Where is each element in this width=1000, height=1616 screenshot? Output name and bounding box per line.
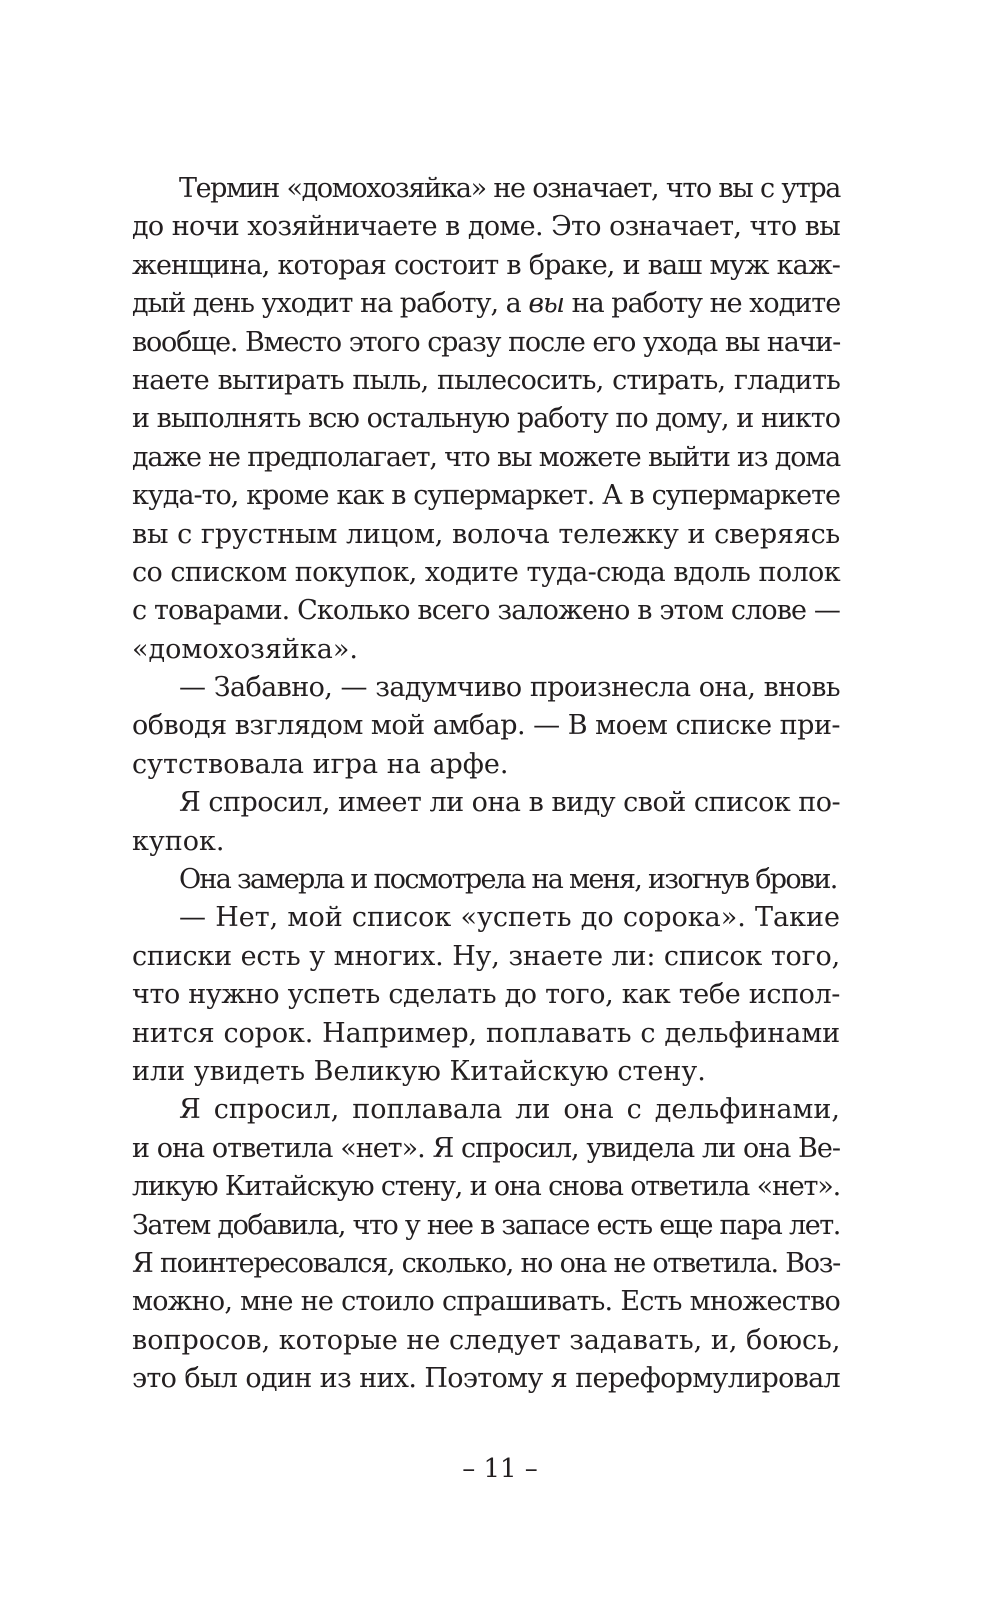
text-line: купок. xyxy=(132,825,225,857)
text-line: «домохозяйка». xyxy=(132,633,358,665)
text-line: до ночи хозяйничаете в доме. Это означает, что вы xyxy=(132,211,840,243)
text-line: Она замерла и посмотрела на меня, изогнув брови. xyxy=(179,864,837,896)
text-line: — Забавно, — задумчиво произнесла она, вновь xyxy=(179,672,840,704)
text-line: что нужно успеть сделать до того, как тебе испол- xyxy=(132,979,840,1011)
text-line: обводя взглядом мой амбар. — В моем списке при- xyxy=(132,710,841,742)
text-line: вопросов, которые не следует задавать, и, боюсь, xyxy=(132,1324,841,1356)
text-line: и она ответила «нет». Я спросил, увидела ли она Ве- xyxy=(132,1132,840,1164)
text-line: женщина, которая состоит в браке, и ваш муж каж- xyxy=(132,249,840,281)
text-line: Я спросил, поплавала ли она с дельфинами, xyxy=(179,1094,840,1126)
text-segment: дый день уходит на работу, а xyxy=(132,288,529,320)
text-line: Термин «домохозяйка» не означает, что вы с утра xyxy=(179,173,840,204)
page-number: – 11 – xyxy=(462,1454,538,1484)
text-line: куда-то, кроме как в супермаркет. А в супермаркете xyxy=(132,480,840,512)
italic-emphasis: вы xyxy=(528,288,565,320)
text-line: Я поинтересовался, сколько, но она не ответила. Воз- xyxy=(132,1247,840,1279)
text-line: вообще. Вместо этого сразу после его ухода вы начи- xyxy=(132,326,840,358)
text-line: можно, мне не стоило спрашивать. Есть множество xyxy=(132,1286,840,1318)
text-line: и выполнять всю остальную работу по дому, и никто xyxy=(132,403,840,435)
text-line: нится сорок. Например, поплавать с дельфинами xyxy=(132,1017,840,1049)
body-text xyxy=(132,170,840,1399)
text-line xyxy=(132,285,840,323)
text-line: наете вытирать пыль, пылесосить, стирать, гладить xyxy=(132,364,840,396)
text-line: Я спросил, имеет ли она в виду свой список по- xyxy=(179,787,841,819)
text-line: или увидеть Великую Китайскую стену. xyxy=(132,1055,706,1087)
text-line: Затем добавила, что у нее в запасе есть еще пара лет. xyxy=(132,1209,840,1241)
text-line: списки есть у многих. Ну, знаете ли: список того, xyxy=(132,940,840,972)
text-line: — Нет, мой список «успеть до сорока». Такие xyxy=(179,902,840,934)
text-line: с товарами. Сколько всего заложено в этом слове — xyxy=(132,595,840,627)
text-line: ликую Китайскую стену, и она снова ответила «нет». xyxy=(132,1171,840,1203)
text-line: даже не предполагает, что вы можете выйти из дома xyxy=(132,441,840,473)
text-segment: на работу не ходите xyxy=(564,288,841,320)
text-line: это был один из них. Поэтому я переформулировал xyxy=(132,1363,840,1395)
text-line: со списком покупок, ходите туда-сюда вдоль полок xyxy=(132,556,840,588)
text-line: вы с грустным лицом, волоча тележку и сверяясь xyxy=(132,518,840,550)
text-line: сутствовала игра на арфе. xyxy=(132,748,509,780)
